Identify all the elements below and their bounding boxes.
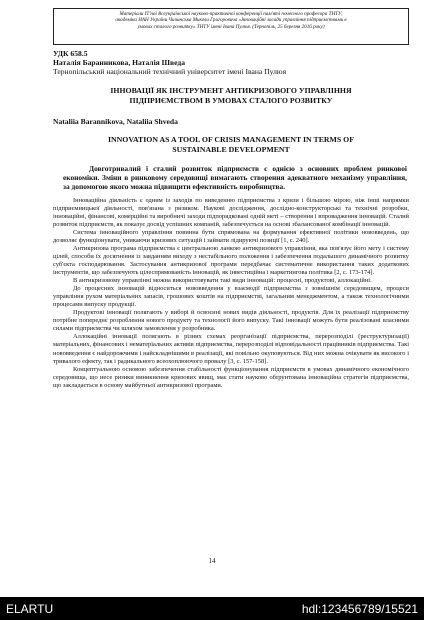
header-line: Матеріали ІТ'ної Всеукраїнської науково-практичної конференції пам'яті почесного професора ТНТУ, <box>119 11 343 17</box>
paragraph: Аллокаційні інновації полягають в різних схемах реорганізації підприємства, перерозподілі (реструктуризації) матеріальних, фінансових і нематеріальних активів підприємства, перерозподілі відповідальності працівників підприємства. Такі нововведення є найдорожчими і найскладнішими в реалізації, які повільно окуповуються. Від них можна очікувати як високого і тривалого ефекту, так і радикального всеохоплюючого провалу [3, с. 157-158]. <box>53 333 409 365</box>
paragraph: До процесних інновацій відноситься нововведення у взаємодії підприємства з зовнішнім середовищем, процеси управління рухом матеріальних запасів, грошових коштів на підприємстві, загальним менеджментом, а також технологічними процесами випуску продукції. <box>53 285 409 309</box>
paragraph: Концептуальною основою забезпечення стабільності функціонування підприємств в умовах динамічного економічного середовища, що несе ризики виникнення кризових явищ, має стати науково обґрунтована інноваційна стратегія підприємства, що закладається в основу майбутньої антикризової програми. <box>53 365 409 389</box>
title-ukrainian: ІННОВАЦІЇ ЯК ІНСТРУМЕНТ АНТИКРИЗОВОГО УПРАВЛІННЯ ПІДПРИЄМСТВОМ В УМОВАХ СТАЛОГО РОЗВИТКУ <box>110 86 352 105</box>
paragraph: В антикризовому управлінні можна використовувати такі види інновацій: процесні, продуктові, аллокаційні. <box>73 277 372 285</box>
authors-ukrainian: Наталія Баранникова, Наталія Шведа <box>53 58 186 67</box>
paragraph: Інноваційна діяльність є одним із заходів по виведенню підприємства з кризи і більшою мірою, ніж інші напрямки підприємницької діяльності, пов'язана з ризиком. Наукові дослідження, дослідно-конструкторські та технічні розробки, інноваційні, фінансові, комерційні та виробничі заходи підпорядковані одній меті – створення і впровадження інновацій. Сталий розвиток підприємств, як показує досвід успішних компаній, забезпечується на основі збалансованої комбінації інновацій. <box>53 196 409 228</box>
body-text <box>53 197 409 390</box>
header-line: академіка НАН України Чичинська Миколи Григоровича «Інноваційні засади управління підприємствами в <box>115 17 347 24</box>
paragraph: Продуктові інновації полягають у виборі й освоєнні нових видів діяльності, продуктів. Для їх реалізації підприємству потрібне попереднє розроблення нового продукту та технології його випуску. Такі інновації можуть бути реалізовані власними силами підприємства чи шляхом замовлення у розробника. <box>53 309 409 333</box>
repository-footer <box>0 597 424 620</box>
udc-code: УДК 658.5 <box>53 49 88 58</box>
repository-name: ELARTU <box>6 602 54 616</box>
abstract: Довготривалий і сталий розвиток підприємств є однією з основних проблем ринкової економіки. Зміни в ринковому середовищі вимагають створення адекватного механізму управління, за допомогою якого можна підвищити ефективність виробництва. <box>63 164 407 192</box>
title-english: INNOVATION AS A TOOL OF CRISIS MANAGEMENT IN TERMS OF SUSTAINABLE DEVELOPMENT <box>107 135 355 154</box>
paragraph: Антикризова програма підприємства є центральною ланкою антикризового управління, яка пов'язує його мету і систему цілей, способи їх досягнення із завданням виходу з нестабільного положення і забезпечення подальшого динамічного розвитку суб'єкта господарювання. Застосування антикризової програми передбачає систематичне використання таких додаткових інструментів, що забезпечують цілеспрямованість інновацій, як інвестиційна і маркетингова політика [2, с. 173-174]. <box>53 244 409 277</box>
article-content <box>53 49 409 390</box>
conference-header <box>53 8 409 45</box>
page-number: 14 <box>208 557 216 565</box>
header-line: умовах сталого розвитку» ТНТУ імені Івана Пулюя. (Тернопіль, 25 березня 2016 року) <box>137 23 325 30</box>
authors-english: Nataliia Barannikova, Nataliia Shveda <box>53 117 178 126</box>
affiliation: Тернопільський національний технічний університет імені Івана Пулюя <box>53 67 287 76</box>
handle-id: hdl:123456789/15521 <box>301 602 418 616</box>
paragraph: Система інноваційного управління повинна бути спрямована на формування ефективної політики нововведень, що дозволяє функціонувати, уникаючи кризових ситуацій і займати лідируючі позиції [1, с. 240]. <box>53 228 409 244</box>
